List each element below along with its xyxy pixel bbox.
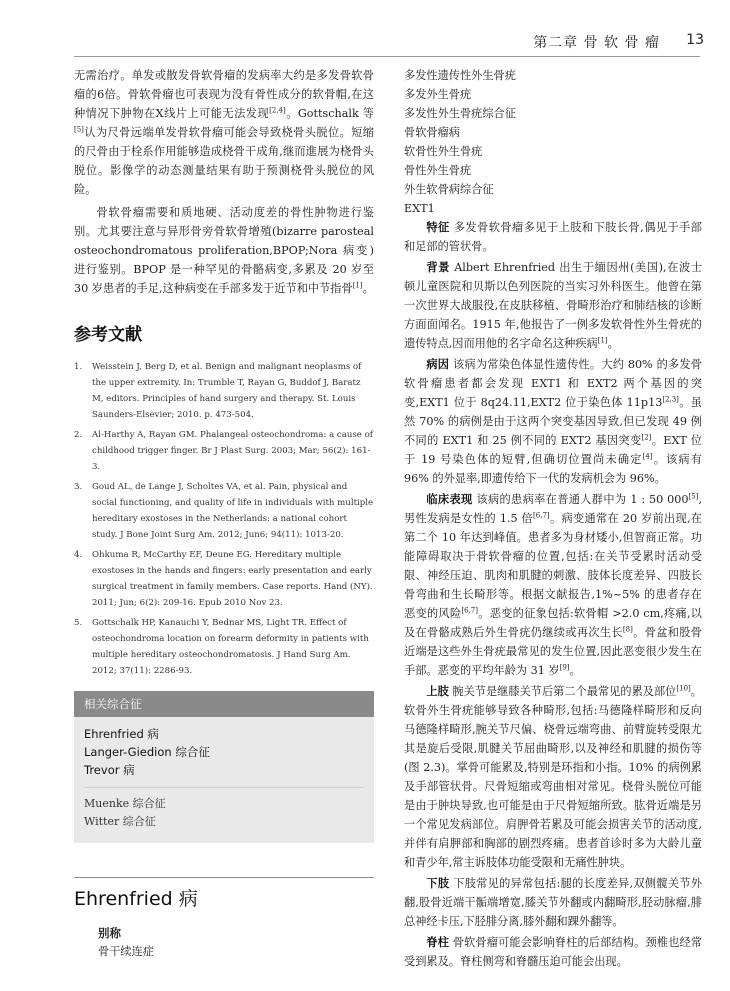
related-syndrome-item: Langer-Giedion 综合征 [84, 745, 210, 759]
alias-name-item: 骨软骨瘤病 [404, 126, 460, 139]
etiology-label: 病因 [426, 358, 450, 371]
alias-name-item: 多发性外生骨疣综合征 [404, 107, 516, 120]
reference-item: 5. Gottschalk HP, Kanauchi Y, Bednar MS, Light TR. Effect of osteochondroma location on forearm deformity in patients with multiple hereditary osteochondromatosis. J Hand Surg Am. 2012; 37(11): 2286-93. [74, 618, 369, 676]
clinical-label: 临床表现 [426, 493, 473, 506]
related-box-divider [84, 787, 364, 789]
chapter-title: 第二章 骨 软 骨 瘤 [533, 35, 660, 51]
features-label: 特征 [426, 221, 450, 234]
section-title-block [74, 877, 374, 911]
background-label: 背景 [426, 261, 451, 274]
intro-paragraph-1: 无需治疗。单发或散发骨软骨瘤的发病率大约是多发骨软骨瘤的6倍。骨软骨瘤也可表现为没有骨性成分的软骨帽,在这种情况下肿物在X线片上可能无法发现[2,4]。Gottschalk 等[5]认为尺骨远端单发骨软骨瘤可能会导致桡骨头脱位。短缩的尺骨由于栓系作用能够造成桡骨干成角,继而進展为桡骨头脱位。影像学的动态测量结果有助于预测桡骨头脱位的风险。 [74, 69, 374, 196]
reference-item: 2. Al-Harthy A, Rayan GM. Phalangeal osteochondroma: a cause of childhood trigger finger. Br J Plast Surg. 2003; Mar; 56(2): 161-3. [74, 430, 373, 472]
background-paragraph: 背景 Albert Ehrenfried 出生于缅因州(美国),在波士顿儿童医院和贝斯以色列医院的当实习外科医生。他曾在第一次世界大战服役,在皮肤移植、骨畸形治疗和肺结核的诊断方面面闻名。1915 年,他报告了一例多发软骨性外生骨疣的遗传特点,因而用他的名字命名这种疾病[1]。 [404, 261, 703, 350]
alias-name-item: 多发外生骨疣 [404, 88, 472, 101]
alias-name-item: 多发性遗传性外生骨疣 [404, 69, 516, 82]
references-list [74, 359, 374, 679]
alias-names-list [404, 66, 702, 218]
alias-name-item: 外生软骨病综合征 [404, 183, 494, 196]
reference-item: 1. Weisstein J, Berg D, et al. Benign and malignant neoplasms of the upper extremity. In: Trumble T, Rayan G, Buddof J, Baratz M, editors. Principles of hand surgery and therapy. St. Louis Saunders-Elsevier; 2010. p. 473-504. [74, 362, 362, 420]
left-column [74, 66, 374, 961]
alias-name-item: 骨性外生骨疣 [404, 164, 472, 177]
related-syndromes-heading: 相关综合征 [74, 691, 374, 717]
related-syndrome-item: Ehrenfried 病 [84, 727, 159, 741]
related-syndrome-item: Trevor 病 [84, 763, 135, 777]
reference-item: 3. Goud AL, de Lange J, Scholtes VA, et al. Pain, physical and social functioning, and quality of life in individuals with multiple hereditary exostoses in the Netherlands: a national cohort study. J Bone Joint Surg Am. 2012; Jun6; 94(11): 1013-20. [74, 482, 374, 540]
references-title: 参考文献 [74, 325, 142, 345]
clinical-paragraph: 临床表现 该病的患病率在普通人群中为 1 : 50 000[5],男性发病是女性的 1.5 倍[6,7]。病变通常在 20 岁前出现,在第二个 10 年达到峰值。患者多为身材矮小,但智商正常。功能障碍取决于骨软骨瘤的位置,包括:在关节受累时活动受限、神经压迫、肌肉和肌腱的刺激、肢体长度差异、四肢长骨弯曲和生长畸形等。根据文献报告,1%~5% 的患者存在恶变的风险[6,7]。恶变的征象包括:软骨帽 >2.0 cm,疼痛,以及在骨骼成熟后外生骨疣仍继续或再次生长[8]。骨盆和股骨近端是这些外生骨疣最常见的发生位置,因此恶变很少发生在手部。恶变的平均年龄为 31 岁[9]。 [404, 492, 703, 677]
intro-paragraph-2: 骨软骨瘤需要和质地硬、活动度差的骨性肿物进行鉴别。尤其要注意与异形骨旁骨软骨增殖(bizarre parosteal osteochondromatous proliferation,BPOP;Nora 病变)进行鉴别。BPOP 是一种罕见的骨骼病变,多累及 20 岁至 30 岁患者的手足,这种病变在手部多发于近节和中节指骨[1]。 [74, 206, 374, 295]
alias-value: 骨干续连症 [98, 945, 154, 958]
spine-label: 脊柱 [426, 936, 450, 949]
page-number: 13 [686, 32, 704, 48]
header-rule [74, 56, 700, 57]
features-paragraph: 特征 多发骨软骨瘤多见于上肢和下肢长骨,偶见于手部和足部的管状骨。 [404, 221, 702, 253]
right-column [404, 66, 702, 971]
related-syndromes-box [74, 691, 374, 843]
alias-name-item: 软骨性外生骨疣 [404, 145, 483, 158]
related-syndrome-item-secondary: Witter 综合征 [84, 815, 156, 828]
upper-limb-label: 上肢 [426, 685, 449, 698]
reference-item: 4. Ohkuma R, McCarthy EF, Deune EG. Hereditary multiple exostoses in the hands and fingers: early presentation and early surgical treatment in family members. Case reports. Hand (NY). 2011; Jun; 6(2): 209-16. Epub 2010 Nov 23. [74, 550, 373, 608]
section-title: Ehrenfried 病 [74, 888, 198, 910]
page-header [0, 30, 730, 52]
etiology-paragraph: 病因 该病为常染色体显性遗传性。大约 80% 的多发骨软骨瘤患者都会发现 EXT1 和 EXT2 两个基因的突变,EXT1 位于 8q24.11,EXT2 位于染色体 11p13[2,3]。虽然 70% 的病例是由于这两个突变基因导致,但已发现 49 例不同的 EXT1 和 25 例不同的 EXT2 基因突变[2]。EXT 位于 19 号染色体的短臂,但确切位置尚未确定[4]。该病有 96% 的外显率,即遗传给下一代的发病机会为 96%。 [404, 358, 702, 485]
upper-limb-paragraph: 上肢 腕关节是继膝关节后第二个最常见的累及部位[10]。软骨外生骨疣能够导致各种畸形,包括:马德隆样畸形和反向马德隆样畸形,腕关节尺偏、桡骨远端弯曲、前臂旋转受限尤其是旋后受限,肌腱关节屈曲畸形,以及神经和肌腱的损伤等(图 2.3)。掌骨可能累及,特别是环指和小指。10% 的病例累及手部管状骨。尺骨短缩或弯曲相对常见。桡骨头脱位可能是由于肿块导致,也可能是由于尺骨短缩所致。肱骨近端是另一个常见发病部位。肩胛骨若累及可能会损害关节的活动度,并伴有肩胛部和胸部的剧烈疼痛。患者首诊时多为大龄儿童和青少年,常主诉肢体功能受限和无痛性肿块。 [404, 684, 702, 869]
lower-limb-label: 下肢 [426, 877, 450, 890]
alias-name-item: EXT1 [404, 202, 435, 215]
related-syndrome-item-secondary: Muenke 综合征 [84, 797, 166, 810]
spine-paragraph: 脊柱 骨软骨瘤可能会影响脊柱的后部结构。颈椎也经常受到累及。脊柱侧弯和脊髓压迫可能会出现。 [404, 936, 702, 968]
alias-label: 别称 [98, 926, 121, 940]
lower-limb-paragraph: 下肢 下肢常见的异常包括:腿的长度差异,双侧髋关节外翻,股骨近端干骺端增宽,膝关节外翻或内翻畸形,胫动脉瘤,腓总神经卡压,下胫腓分离,膝外翻和踝外翻等。 [404, 877, 702, 928]
